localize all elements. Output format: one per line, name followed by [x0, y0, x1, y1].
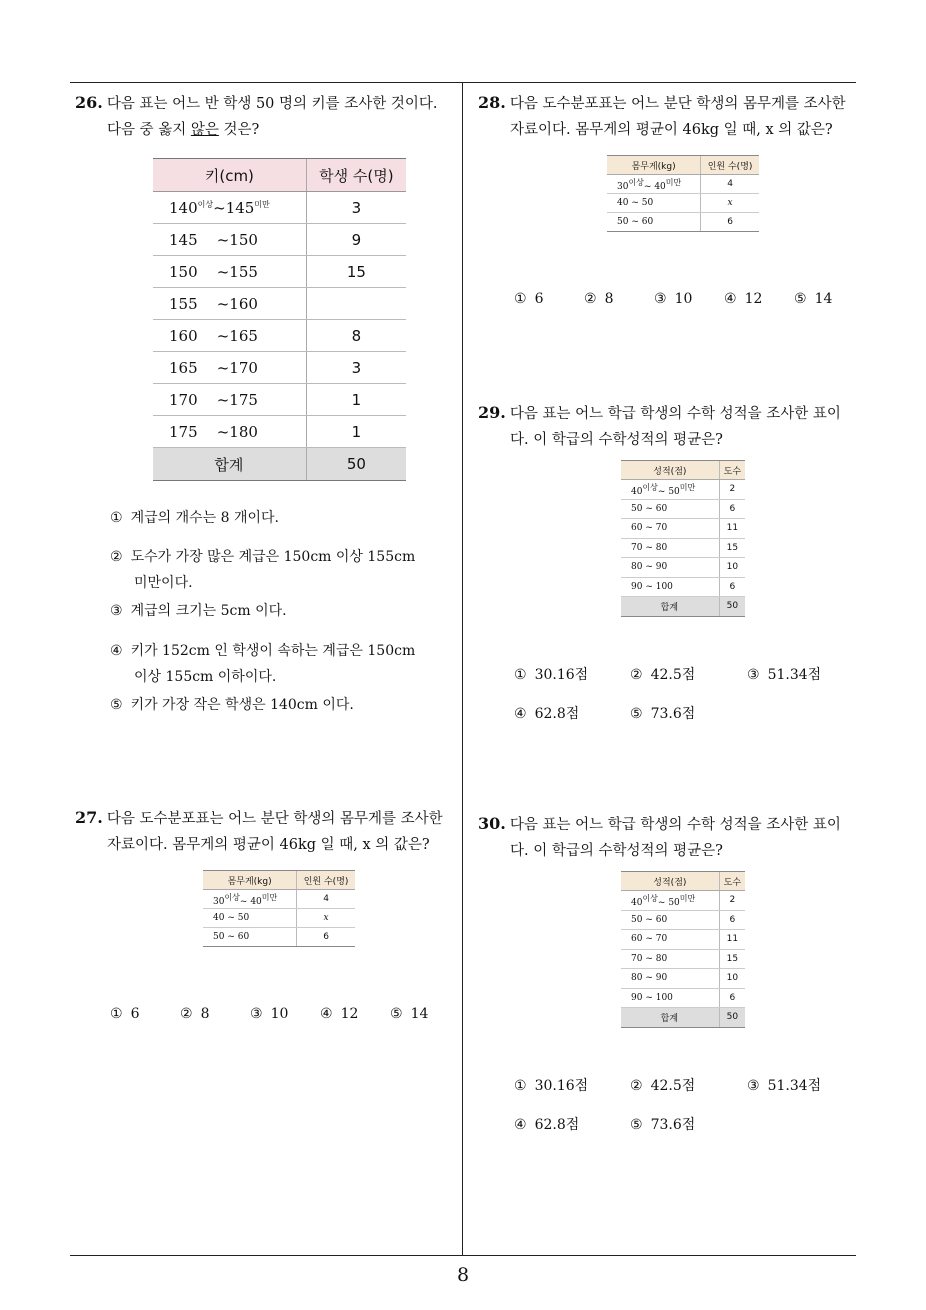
option-2[interactable]: ② 42.5점 — [630, 1078, 696, 1094]
table-row: 175 ~180 1 — [153, 416, 406, 448]
question-number: 28. — [478, 93, 506, 112]
top-rule — [70, 82, 856, 83]
option-3[interactable]: ③ 51.34점 — [747, 1078, 822, 1094]
question-text: 다음 표는 어느 학급 학생의 수학 성적을 조사한 표이 — [509, 817, 841, 833]
question-text: 다. 이 학급의 수학성적의 평균은? — [510, 843, 723, 859]
column-divider — [462, 82, 463, 1256]
option-3[interactable]: ③ 51.34점 — [747, 667, 822, 683]
option-2[interactable]: ② 8 — [180, 1006, 210, 1022]
option-4[interactable]: ④ 12 — [320, 1006, 359, 1022]
question-text: 것은? — [218, 122, 260, 138]
table-row: 170 ~175 1 — [153, 384, 406, 416]
option-3[interactable]: ③ 10 — [654, 291, 693, 307]
table-row: $30^{이상}\sim$ $40^{미만}$ 4 — [203, 890, 355, 909]
table-total-row: 합계 50 — [621, 597, 745, 617]
question-number: 30. — [478, 814, 506, 833]
question-29 — [478, 400, 863, 453]
option-5[interactable]: ⑤ 73.6점 — [630, 706, 696, 722]
option-1[interactable]: ① 6 — [514, 291, 544, 307]
page-number: 8 — [456, 1264, 470, 1286]
option-4[interactable]: ④ 62.8점 — [514, 1117, 580, 1133]
table-row: 80 ~ 90 10 — [621, 558, 745, 578]
option-5[interactable]: ⑤ 키가 가장 작은 학생은 140cm 이다. — [110, 697, 354, 713]
table-row: 70 ~ 80 15 — [621, 949, 745, 969]
table-row: 40 ~ 50 x — [203, 909, 355, 928]
question-text: 자료이다. 몸무게의 평균이 46kg 일 때, x 의 값은? — [510, 122, 833, 138]
table-row: 90 ~ 100 6 — [621, 988, 745, 1008]
table-row: 60 ~ 70 11 — [621, 519, 745, 539]
question-26 — [75, 90, 460, 143]
question-30 — [478, 811, 863, 864]
weight-frequency-table: 몸무게(kg) 인원 수(명) $30^{이상}\sim$ $40^{미만}$ 4 40 ~ 50 x 50 ~ 60 6 — [607, 155, 759, 232]
weight-frequency-table: 몸무게(kg) 인원 수(명) $30^{이상}\sim$ $40^{미만}$ 4 40 ~ 50 x 50 ~ 60 6 — [203, 870, 355, 947]
question-text: 다. 이 학급의 수학성적의 평균은? — [510, 432, 723, 448]
score-frequency-table: 성적(점) 도수 $40^{이상}\sim$ $50^{미만}$ 2 50 ~ 60 6 60 ~ 70 11 70 ~ 80 15 80 ~ 90 10 90 ~ 100 6 합계 50 — [621, 460, 745, 617]
option-4[interactable]: ④ 키가 152cm 인 학생이 속하는 계급은 150cm 이상 155cm 이하이다. — [110, 643, 416, 685]
table-row: $40^{이상}\sim$ $50^{미만}$ 2 — [621, 480, 745, 500]
option-2[interactable]: ② 8 — [584, 291, 614, 307]
option-1[interactable]: ① 6 — [110, 1006, 140, 1022]
table-header: 학생 수(명) — [306, 159, 406, 192]
question-text: 다음 표는 어느 학급 학생의 수학 성적을 조사한 표이 — [509, 406, 841, 422]
table-row: 145 ~150 9 — [153, 224, 406, 256]
option-1[interactable]: ① 30.16점 — [514, 667, 589, 683]
emphasis-underline: 않은 — [190, 122, 219, 138]
table-row: 50 ~ 60 6 — [621, 910, 745, 930]
table-row: 165 ~170 3 — [153, 352, 406, 384]
table-row: 50 ~ 60 6 — [607, 213, 759, 232]
table-row: 155 ~160 — [153, 288, 406, 320]
table-row: 40 ~ 50 x — [607, 194, 759, 213]
option-1[interactable]: ① 계급의 개수는 8 개이다. — [110, 510, 279, 526]
question-text: 다음 중 옳지 — [107, 122, 191, 138]
table-row: $30^{이상}\sim$ $40^{미만}$ 4 — [607, 175, 759, 194]
table-row: 70 ~ 80 15 — [621, 538, 745, 558]
option-5[interactable]: ⑤ 73.6점 — [630, 1117, 696, 1133]
question-number: 29. — [478, 403, 506, 422]
question-number: 27. — [75, 808, 103, 827]
table-total-row: 합계 50 — [153, 448, 406, 481]
table-row: 80 ~ 90 10 — [621, 969, 745, 989]
score-frequency-table: 성적(점) 도수 $40^{이상}\sim$ $50^{미만}$ 2 50 ~ 60 6 60 ~ 70 11 70 ~ 80 15 80 ~ 90 10 90 ~ 100 6 합계 50 — [621, 871, 745, 1028]
option-4[interactable]: ④ 62.8점 — [514, 706, 580, 722]
table-row: 90 ~ 100 6 — [621, 577, 745, 597]
option-4[interactable]: ④ 12 — [724, 291, 763, 307]
option-3[interactable]: ③ 10 — [250, 1006, 289, 1022]
question-text: 다음 도수분포표는 어느 분단 학생의 몸무게를 조사한 — [509, 96, 846, 112]
question-text: 다음 도수분포표는 어느 분단 학생의 몸무게를 조사한 — [106, 811, 443, 827]
question-28 — [478, 90, 863, 143]
question-27 — [75, 805, 460, 858]
table-total-row: 합계 50 — [621, 1008, 745, 1028]
table-header: 키(cm) — [153, 159, 306, 192]
height-frequency-table — [153, 158, 406, 481]
option-5[interactable]: ⑤ 14 — [794, 291, 833, 307]
table-row: 60 ~ 70 11 — [621, 930, 745, 950]
table-row: 160 ~165 8 — [153, 320, 406, 352]
option-2[interactable]: ② 도수가 가장 많은 계급은 150cm 이상 155cm 미만이다. — [110, 549, 416, 591]
option-5[interactable]: ⑤ 14 — [390, 1006, 429, 1022]
table-row: 50 ~ 60 6 — [621, 499, 745, 519]
question-text: 자료이다. 몸무게의 평균이 46kg 일 때, x 의 값은? — [107, 837, 430, 853]
table-row: 150 ~155 15 — [153, 256, 406, 288]
bottom-rule — [70, 1255, 856, 1256]
table-row: 50 ~ 60 6 — [203, 928, 355, 947]
table-row: $40^{이상}\sim$ $50^{미만}$ 2 — [621, 891, 745, 911]
option-3[interactable]: ③ 계급의 크기는 5cm 이다. — [110, 603, 287, 619]
option-1[interactable]: ① 30.16점 — [514, 1078, 589, 1094]
question-number: 26. — [75, 93, 103, 112]
question-text: 다음 표는 어느 반 학생 50 명의 키를 조사한 것이다. — [106, 96, 438, 112]
table-row: $140^{이상}\sim 145^{미만}$ 3 — [153, 192, 406, 224]
option-2[interactable]: ② 42.5점 — [630, 667, 696, 683]
